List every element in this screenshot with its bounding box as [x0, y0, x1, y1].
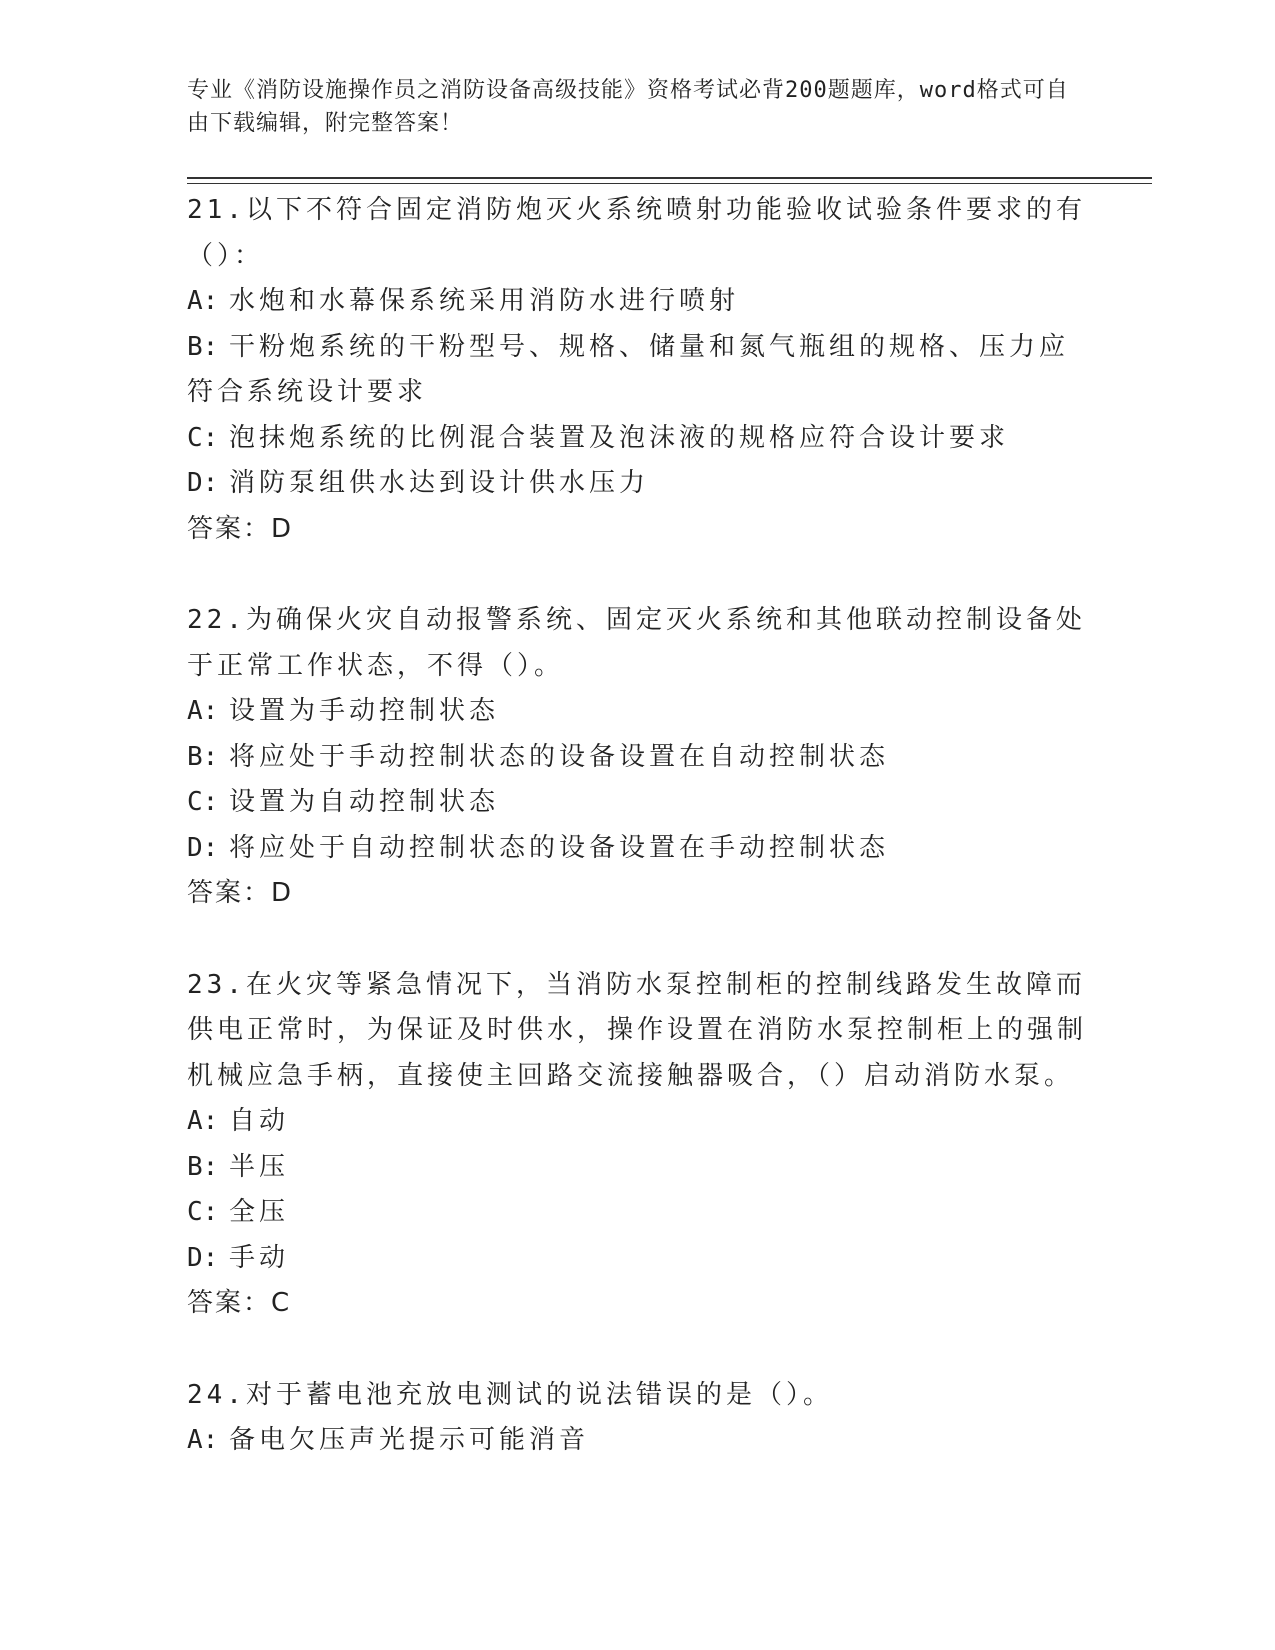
header-divider-thick — [187, 177, 1152, 179]
question-text: 24.对于蓄电池充放电测试的说法错误的是（）。 — [187, 1379, 833, 1410]
option-a: A: 备电欠压声光提示可能消音 — [187, 1425, 590, 1455]
option-d: D: 手动 — [187, 1242, 290, 1273]
option-a: A: 设置为手动控制状态 — [187, 696, 500, 726]
answer-line: 答案：D — [187, 513, 294, 544]
question-21 — [187, 188, 1087, 552]
option-b: B: 将应处于手动控制状态的设备设置在自动控制状态 — [187, 741, 890, 772]
question-22 — [187, 598, 1087, 917]
option-d: D: 将应处于自动控制状态的设备设置在手动控制状态 — [187, 832, 890, 863]
option-c: C: 设置为自动控制状态 — [187, 787, 500, 817]
option-d: D: 消防泵组供水达到设计供水压力 — [187, 468, 650, 498]
answer-line: 答案：C — [187, 1288, 292, 1318]
question-text: 23.在火灾等紧急情况下，当消防水泵控制柜的控制线路发生故障而供电正常时，为保证及时供水，操作设置在消防水泵控制柜上的强制机械应急手柄，直接使主回路交流接触器吸合，（）启动消防水泵。 — [187, 969, 1088, 1091]
option-c: C: 泡抹炮系统的比例混合装置及泡沫液的规格应符合设计要求 — [187, 422, 1010, 453]
document-header: 专业《消防设施操作员之消防设备高级技能》资格考试必背200题题库，word格式可自由下载编辑，附完整答案！ — [187, 78, 1069, 136]
question-text: 21.以下不符合固定消防炮灭火系统喷射功能验收试验条件要求的有（）： — [187, 195, 1086, 271]
option-c: C: 全压 — [187, 1197, 290, 1227]
answer-line: 答案：D — [187, 878, 294, 908]
option-a: A: 水炮和水幕保系统采用消防水进行喷射 — [187, 286, 740, 316]
option-a: A: 自动 — [187, 1106, 290, 1136]
question-text: 22.为确保火灾自动报警系统、固定灭火系统和其他联动控制设备处于正常工作状态，不得（）。 — [187, 605, 1086, 681]
question-list — [187, 188, 1087, 1464]
question-24 — [187, 1373, 1087, 1464]
header-divider-thin — [187, 183, 1152, 184]
option-b: B: 半压 — [187, 1151, 290, 1182]
question-23 — [187, 963, 1087, 1327]
option-b: B: 干粉炮系统的干粉型号、规格、储量和氮气瓶组的规格、压力应符合系统设计要求 — [187, 331, 1070, 407]
